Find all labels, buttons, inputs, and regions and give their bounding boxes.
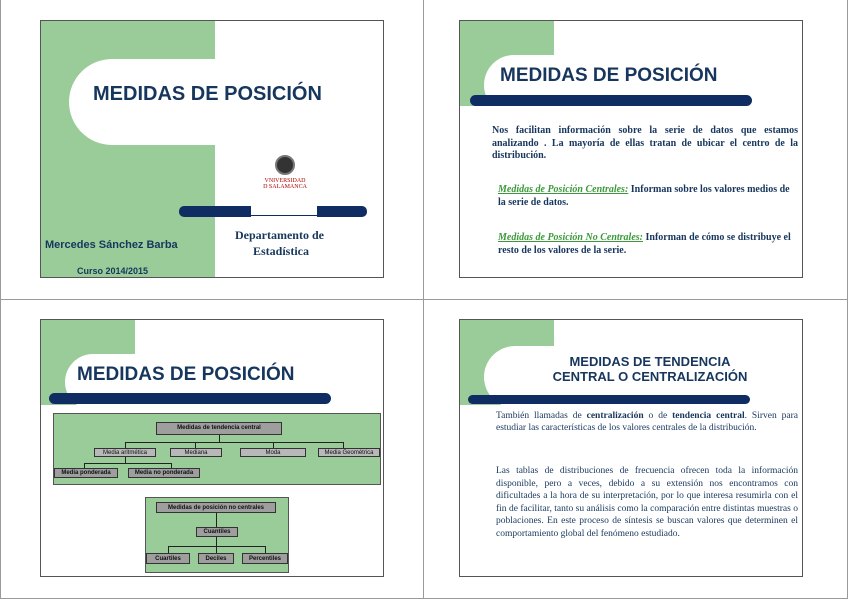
paragraph-summary: Las tablas de distribuciones de frecuencia ofrecen toda la información disponible, pero a veces, debido a su extensión nos encontramos con dificultades a la hora de su interpretación, por lo que interesa resumirla con el fin de facilitar, tanto su análisis como la comparación entre distintas muestras o poblaciones. En este proceso de síntesis se buscan valores que determinen el comportamiento global del fenómeno estudiado. (496, 466, 798, 539)
decor-bar-right (317, 206, 367, 217)
noncentral-measures-item (498, 231, 796, 257)
central-measures-item (498, 183, 796, 209)
slide-title-line-2: CENTRAL O CENTRALIZACIÓN (552, 369, 748, 384)
department-line-1: Departamento de (235, 228, 324, 242)
title-underline-bar (49, 393, 331, 404)
decor-line (251, 215, 317, 216)
diagram-root-central: Medidas de tendencia central (156, 422, 282, 435)
term-centralizacion: centralización (586, 411, 644, 421)
connector (216, 513, 217, 527)
connector (216, 546, 217, 553)
diagram-node-deciles: Deciles (198, 553, 234, 564)
title-underline-bar (468, 395, 750, 404)
paragraph-text: . Sirven para estudiar las características de los valores centrales de la distribución. (496, 411, 798, 433)
diagram-node-cuantiles: Cuantiles (196, 527, 238, 537)
slide-2-definition (459, 20, 803, 278)
slide-title: MEDIDAS DE POSICIÓN (93, 83, 322, 105)
logo-text-1: VNIVERSIDAD (264, 178, 306, 184)
logo-text-2: D SALAMANCA (263, 184, 307, 190)
paragraph-text: También llamadas de (496, 411, 587, 421)
connector (265, 546, 266, 553)
diagram-node-media-ponderada: Media ponderada (54, 468, 118, 478)
author-name: Mercedes Sánchez Barba (45, 239, 178, 251)
term-tendencia-central: tendencia central (672, 411, 745, 421)
connector (125, 442, 343, 443)
grid-horizontal-divider (0, 299, 848, 300)
title-underline-bar (470, 95, 752, 106)
diagram-node-percentiles: Percentiles (242, 553, 288, 564)
grid-left-edge (0, 0, 1, 599)
slide-title: MEDIDAS DE POSICIÓN (77, 364, 295, 385)
connector (216, 537, 217, 546)
slide-title (500, 354, 800, 384)
central-tendency-diagram (53, 413, 381, 485)
university-seal-icon (275, 155, 295, 175)
slide-3-diagrams (40, 319, 384, 577)
paragraph-definition (496, 410, 798, 434)
slide-title-line-1: MEDIDAS DE TENDENCIA (569, 354, 731, 369)
noncentral-measures-label: Medidas de Posición No Centrales: (498, 232, 643, 243)
connector (168, 546, 266, 547)
central-measures-label: Medidas de Posición Centrales: (498, 184, 629, 195)
connector (84, 463, 172, 464)
diagram-node-media-aritmetica: Media aritmética (94, 448, 156, 457)
connector (219, 435, 220, 442)
noncentral-diagram (145, 497, 289, 573)
intro-paragraph: Nos facilitan información sobre la serie de datos que estamos analizando . La mayoría de ellas tratan de ubicar el centro de la distribución. (492, 125, 798, 161)
diagram-node-media-no-ponderada: Media no ponderada (128, 468, 200, 478)
paragraph-text: o de (643, 411, 673, 421)
university-logo (241, 155, 329, 190)
noncentral-measures-text: Informan de cómo se distribuye el resto de los valores de la serie. (498, 232, 791, 256)
connector (168, 546, 169, 553)
central-measures-text: Informan sobre los valores medios de la serie de datos. (498, 184, 790, 208)
slide-1-title (40, 20, 384, 278)
decor-bar-left (179, 206, 251, 217)
diagram-node-moda: Moda (240, 448, 306, 457)
diagram-root-noncentral: Medidas de posición no centrales (156, 502, 276, 513)
course-year: Curso 2014/2015 (77, 266, 149, 276)
diagram-node-media-geometrica: Media Geométrica (318, 448, 380, 457)
slide-title: MEDIDAS DE POSICIÓN (500, 65, 718, 86)
diagram-node-cuartiles: Cuartiles (146, 553, 190, 564)
diagram-node-mediana: Mediana (170, 448, 222, 457)
department-line-2: Estadística (253, 244, 310, 258)
slide-4-central-tendency (459, 319, 803, 577)
